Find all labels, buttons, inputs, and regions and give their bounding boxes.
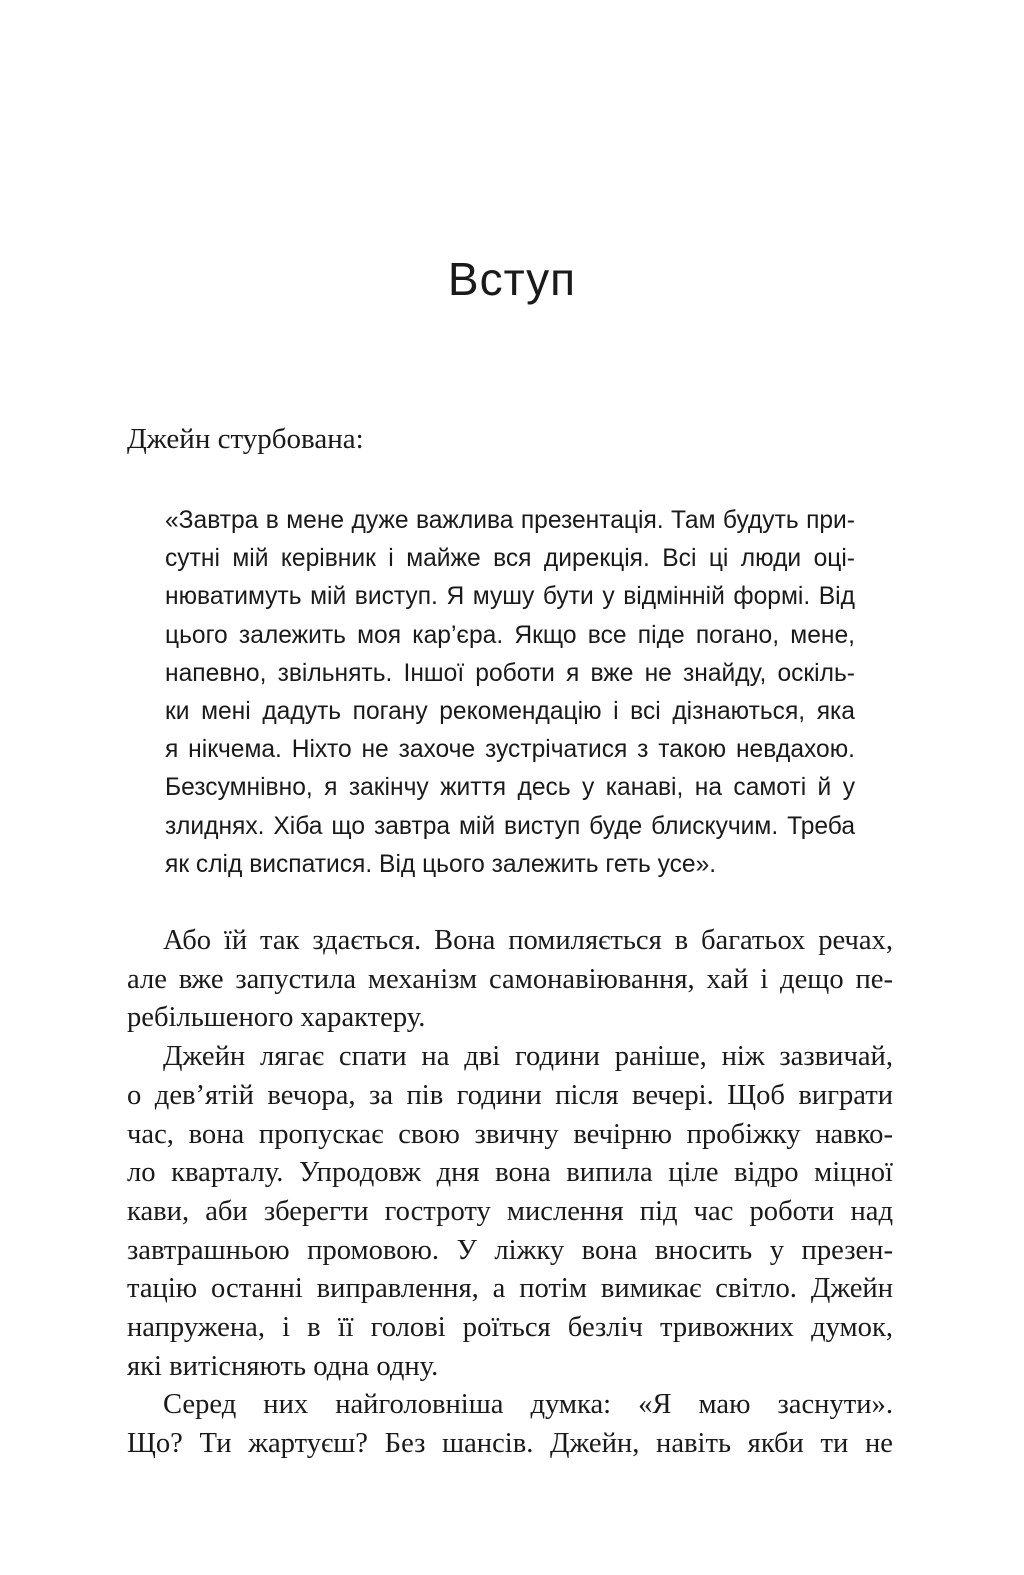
quote-line: ки мені дадуть погану рекомендацію і всі дізнаються, яка bbox=[165, 698, 855, 726]
body-line: тацію останні виправлення, а потім вимикає світло. Джейн bbox=[127, 1273, 893, 1305]
chapter-title: Вступ bbox=[447, 253, 577, 305]
body-line: Що? Ти жартуєш? Без шансів. Джейн, навіть якби ти не bbox=[127, 1428, 893, 1460]
body-line: напружена, і в її голові роїться безліч тривожних думок, bbox=[127, 1312, 893, 1344]
quote-line: сутні мій керівник і майже вся дирекція. Всі ці люди оці- bbox=[165, 545, 855, 573]
quote-line: злиднях. Хіба що завтра мій виступ буде блискучим. Треба bbox=[165, 812, 855, 840]
intro-line: Джейн стурбована: bbox=[127, 423, 364, 455]
body-line: час, вона пропускає свою звичну вечірню пробіжку навко- bbox=[127, 1118, 893, 1150]
quote-line: як слід виспатися. Від цього залежить геть усе». bbox=[165, 850, 717, 878]
body-line: завтрашньою промовою. У ліжку вона вносить у презен- bbox=[127, 1234, 893, 1266]
body-line: кави, аби зберегти гостроту мислення під час роботи над bbox=[127, 1195, 893, 1227]
body-line: Серед них найголовніша думка: «Я маю заснути». bbox=[163, 1389, 893, 1421]
body-line: Або їй так здається. Вона помиляється в багатьох речах, bbox=[163, 925, 893, 956]
body-line: ребільшеного характеру. bbox=[127, 1002, 426, 1034]
quote-line: «Завтра в мене дуже важлива презентація. Там будуть при- bbox=[165, 507, 855, 534]
body-line: які витісняють одна одну. bbox=[127, 1350, 439, 1382]
quote-line: напевно, звільнять. Іншої роботи я вже не знайду, оскіль- bbox=[165, 659, 855, 687]
quote-block bbox=[165, 502, 855, 884]
quote-line: цього залежить моя кар’єра. Якщо все піде погано, мене, bbox=[165, 621, 855, 649]
quote-line: я нікчема. Ніхто не захоче зустрічатися з такою невдахою. bbox=[165, 736, 855, 764]
body-line: але вже запустила механізм самонавіювання, хай і дещо пе- bbox=[127, 963, 893, 995]
body-line: ло кварталу. Упродовж дня вона випила ціле відро міцної bbox=[127, 1157, 893, 1189]
body-line: Джейн лягає спати на дві години раніше, ніж зазвичай, bbox=[163, 1041, 893, 1073]
body-text bbox=[127, 922, 893, 1464]
quote-line: Безсумнівно, я закінчу життя десь у канаві, на самоті й у bbox=[165, 774, 855, 802]
quote-line: нюватимуть мій виступ. Я мушу бути у відмінній формі. Від bbox=[165, 583, 855, 611]
body-line: о дев’ятій вечора, за пів години після вечері. Щоб виграти bbox=[127, 1079, 893, 1111]
